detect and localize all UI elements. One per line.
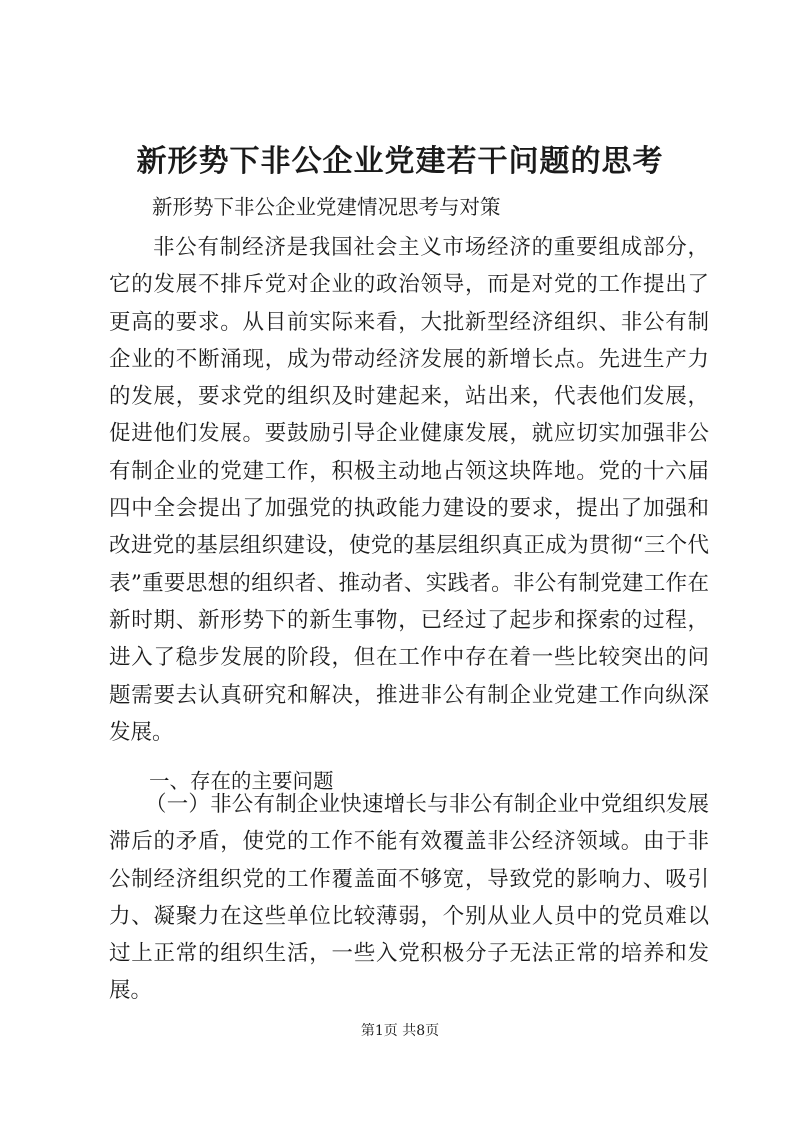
body-paragraph-1: 非公有制经济是我国社会主义市场经济的重要组成部分，它的发展不排斥党对企业的政治领导，而是对党的工作提出了更高的要求。从目前实际来看，大批新型经济组织、非公有制企业的不断涌现，成为带动经济发展的新增长点。先进生产力的发展，要求党的组织及时建起来，站出来，代表他们发展，促进他们发展。要鼓励引导企业健康发展，就应切实加强非公有制企业的党建工作，积极主动地占领这块阵地。党的十六届四中全会提出了加强党的执政能力建设的要求，提出了加强和改进党的基层组织建设，使党的基层组织真正成为贯彻“三个代表”重要思想的组织者、推动者、实践者。非公有制党建工作在新时期、新形势下的新生事物，已经过了起步和探索的过程，进入了稳步发展的阶段，但在工作中存在着一些比较突出的问题需要去认真研究和解决，推进非公有制企业党建工作向纵深发展。 xyxy=(109,235,709,745)
document-title: 新形势下非公企业党建若干问题的思考 xyxy=(136,144,664,179)
body-paragraph-2: （一）非公有制企业快速增长与非公有制企业中党组织发展滞后的矛盾，使党的工作不能有效覆盖非公经济领域。由于非公制经济组织党的工作覆盖面不够宽，导致党的影响力、吸引力、凝聚力在这些单位比较薄弱，个别从业人员中的党员难以过上正常的组织生活，一些入党积极分子无法正常的培养和发展。 xyxy=(109,792,709,1004)
section-heading: 一、存在的主要问题 xyxy=(149,769,334,793)
page-number-footer: 第1页 共8页 xyxy=(360,1023,440,1039)
document-subtitle: 新形势下非公企业党建情况思考与对策 xyxy=(152,195,501,219)
